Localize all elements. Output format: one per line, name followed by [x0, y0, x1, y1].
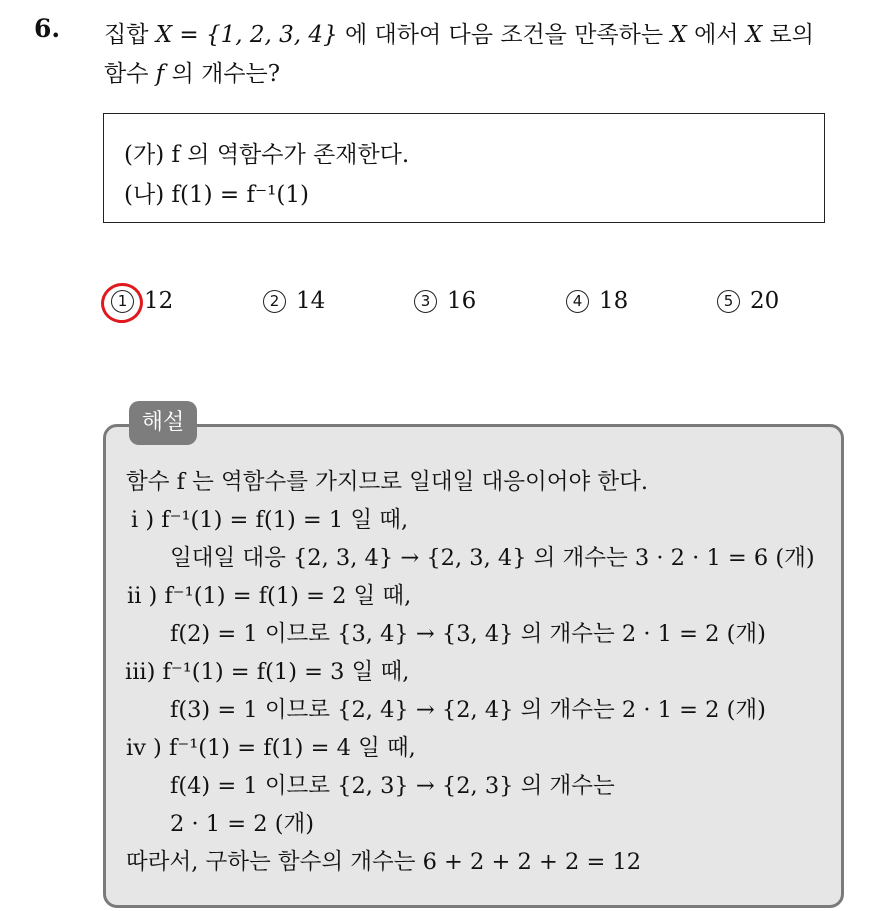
- question-text-line-1: 집합 X = {1, 2, 3, 4} 에 대하여 다음 조건을 만족하는 X 에서 X 로의: [104, 22, 814, 48]
- solution-line-3: 일대일 대응 {2, 3, 4} → {2, 3, 4} 의 개수는 3 · 2 · 1 = 6 (개): [170, 545, 815, 571]
- solution-line-2: i ) f⁻¹(1) = f(1) = 1 일 때,: [131, 507, 409, 533]
- choice-2[interactable]: 2 14: [263, 288, 325, 314]
- solution-tag: 해설: [129, 401, 197, 445]
- choice-3[interactable]: 3 16: [414, 288, 476, 314]
- condition-na: (나) f(1) = f⁻¹(1): [124, 182, 309, 208]
- solution-line-4: ii ) f⁻¹(1) = f(1) = 2 일 때,: [127, 583, 412, 609]
- choice-4[interactable]: 4 18: [566, 288, 628, 314]
- solution-line-6: iii) f⁻¹(1) = f(1) = 3 일 때,: [125, 659, 410, 685]
- solution-line-10: 2 · 1 = 2 (개): [170, 811, 315, 837]
- solution-line-11: 따라서, 구하는 함수의 개수는 6 + 2 + 2 + 2 = 12: [126, 849, 642, 875]
- solution-line-7: f(3) = 1 이므로 {2, 4} → {2, 4} 의 개수는 2 · 1 = 2 (개): [170, 697, 766, 723]
- solution-line-9: f(4) = 1 이므로 {2, 3} → {2, 3} 의 개수는: [170, 773, 615, 799]
- question-number: 6.: [34, 14, 61, 43]
- choice-5[interactable]: 5 20: [717, 288, 779, 314]
- choice-1[interactable]: 1 12: [111, 288, 173, 314]
- solution-line-5: f(2) = 1 이므로 {3, 4} → {3, 4} 의 개수는 2 · 1 = 2 (개): [170, 621, 766, 647]
- selected-answer-mark: [97, 279, 146, 327]
- question-text-line-2: 함수 f 의 개수는?: [104, 61, 281, 87]
- solution-line-8: iv ) f⁻¹(1) = f(1) = 4 일 때,: [126, 735, 416, 761]
- solution-line-1: 함수 f 는 역함수를 가지므로 일대일 대응이어야 한다.: [126, 469, 648, 495]
- condition-ga: (가) f 의 역함수가 존재한다.: [124, 142, 410, 168]
- conditions-box: [103, 113, 825, 223]
